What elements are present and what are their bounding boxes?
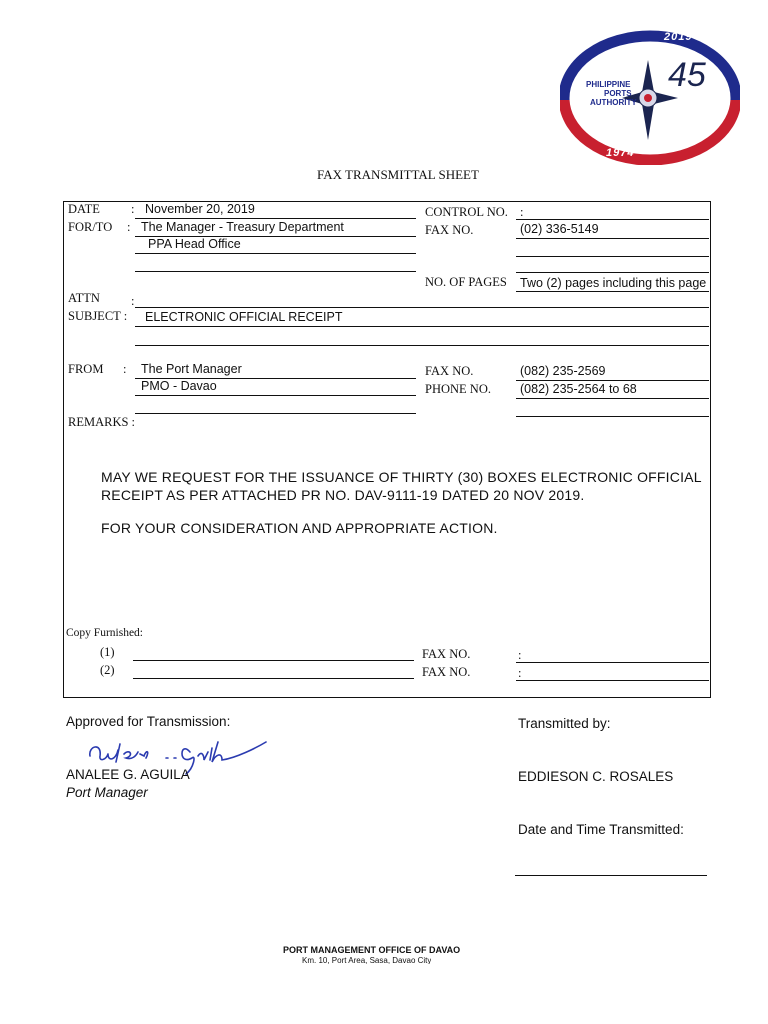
- logo-org-line1: PHILIPPINE: [586, 80, 631, 89]
- from-fax-label: FAX NO.: [425, 364, 474, 378]
- fax-no-label: FAX NO.: [425, 223, 474, 237]
- fax-no-value: (02) 336-5149: [520, 222, 599, 236]
- copy-item1-fax-label: FAX NO.: [422, 647, 471, 661]
- fax-extra-underline1: [516, 256, 709, 257]
- control-no-label: CONTROL NO.: [425, 205, 508, 219]
- from-colon: :: [123, 362, 127, 376]
- attn-label: ATTN: [68, 291, 100, 305]
- remarks-label: REMARKS :: [68, 415, 136, 429]
- fax-extra-underline2: [516, 272, 709, 273]
- date-colon: :: [131, 202, 135, 216]
- copy-item1-underline: [133, 660, 414, 661]
- subject-value: ELECTRONIC OFFICIAL RECEIPT: [145, 310, 343, 324]
- pages-underline: [516, 291, 709, 292]
- forto-underline3: [135, 271, 416, 272]
- date-value: November 20, 2019: [145, 202, 255, 216]
- phone-value: (082) 235-2564 to 68: [520, 382, 637, 396]
- logo-org-line2: PORTS: [604, 89, 632, 98]
- from-line2: PMO - Davao: [141, 379, 217, 393]
- copy-item2: (2): [100, 663, 115, 677]
- date-underline: [135, 218, 416, 219]
- copy-item2-fax-label: FAX NO.: [422, 665, 471, 679]
- pages-value: Two (2) pages including this page: [520, 276, 707, 290]
- date-label: DATE: [68, 202, 100, 216]
- fax-no-underline: [516, 238, 709, 239]
- subject-underline1: [135, 326, 709, 327]
- control-no-colon: :: [520, 205, 524, 219]
- phone-label: PHONE NO.: [425, 382, 491, 396]
- phone-extra-underline: [516, 416, 709, 417]
- logo-anniversary-number: 45: [668, 56, 706, 94]
- forto-underline2: [135, 253, 416, 254]
- copy-item1: (1): [100, 645, 115, 659]
- copy-item2-fax-underline: [516, 680, 709, 681]
- remarks-line3: FOR YOUR CONSIDERATION AND APPROPRIATE ACTION.: [101, 520, 498, 536]
- subject-underline2: [135, 345, 709, 346]
- pages-label: NO. OF PAGES: [425, 275, 507, 289]
- logo-year-bottom: 1974: [606, 147, 635, 159]
- copy-item2-colon: :: [518, 666, 522, 680]
- transmitter-name: EDDIESON C. ROSALES: [518, 769, 674, 784]
- sheet-title: FAX TRANSMITTAL SHEET: [317, 167, 479, 182]
- forto-label: FOR/TO: [68, 220, 113, 234]
- transmitted-by-label: Transmitted by:: [518, 716, 611, 731]
- remarks-line1: MAY WE REQUEST FOR THE ISSUANCE OF THIRTY (30) BOXES ELECTRONIC OFFICIAL: [101, 469, 702, 485]
- attn-colon: :: [131, 294, 135, 308]
- forto-colon: :: [127, 220, 131, 234]
- from-fax-underline: [516, 380, 709, 381]
- approver-name: ANALEE G. AGUILA: [66, 767, 190, 782]
- attn-underline: [135, 307, 709, 308]
- datetime-label: Date and Time Transmitted:: [518, 822, 684, 837]
- approved-label: Approved for Transmission:: [66, 714, 231, 729]
- copy-item1-colon: :: [518, 648, 522, 662]
- copy-furnished-label: Copy Furnished:: [66, 627, 143, 639]
- copy-item2-underline: [133, 678, 414, 679]
- control-no-underline: [516, 219, 709, 220]
- approver-title: Port Manager: [66, 785, 148, 800]
- copy-item1-fax-underline: [516, 662, 709, 663]
- forto-line1: The Manager - Treasury Department: [141, 220, 344, 234]
- logo-emblem-icon: [560, 30, 740, 165]
- from-line1: The Port Manager: [141, 362, 242, 376]
- subject-label: SUBJECT :: [68, 309, 128, 323]
- footer-address: Km. 10, Port Area, Sasa, Davao City: [302, 956, 432, 964]
- footer-office: PORT MANAGEMENT OFFICE OF DAVAO: [283, 945, 461, 955]
- logo-org-line3: AUTHORITY: [590, 98, 637, 107]
- remarks-line2: RECEIPT AS PER ATTACHED PR NO. DAV-9111-19 DATED 20 NOV 2019.: [101, 487, 585, 503]
- forto-line2: PPA Head Office: [148, 237, 241, 251]
- phone-underline: [516, 398, 709, 399]
- datetime-underline: [515, 875, 707, 876]
- logo-year-top: 2019: [664, 31, 693, 43]
- ppa-45th-anniversary-logo: [560, 30, 740, 165]
- from-underline2: [135, 395, 416, 396]
- from-label: FROM: [68, 362, 104, 376]
- from-fax-value: (082) 235-2569: [520, 364, 606, 378]
- from-underline3: [135, 413, 416, 414]
